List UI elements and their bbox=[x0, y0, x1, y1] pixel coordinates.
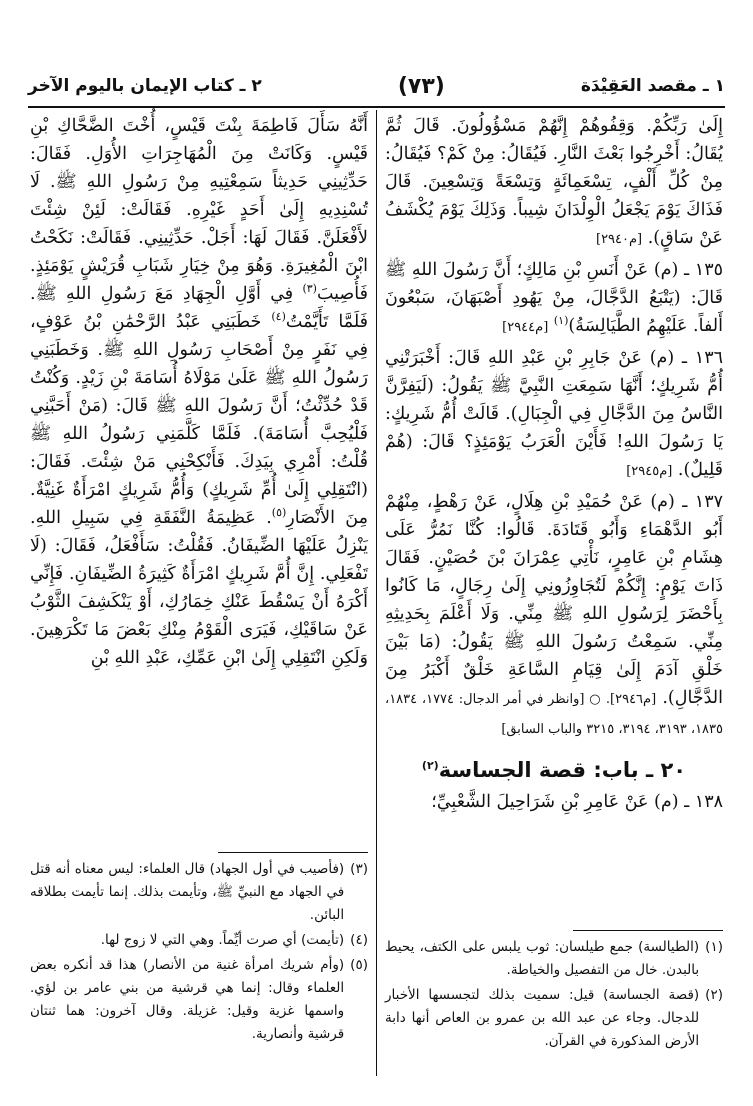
footnote bbox=[30, 858, 368, 927]
footnote-text: (الطيالسة) جمع طيلسان: ثوب يلبس على الكتف، يحيط بالبدن. خال من التفصيل والخياطة. bbox=[385, 939, 700, 978]
hadith-text: إِلَىٰ رَبِّكُمْ. وَقِفُوهُمْ إِنَّهُمْ مَسْؤُولُونَ. قَالَ ثُمَّ يُقَالُ: أَخْرِجُوا بَعْثَ النَّارِ. فَيُقَالُ: مِنْ كَمْ؟ فَيُقَالُ: مِنْ كُلِّ أَلْفٍ، تِسْعَمِائَةٍ وَتِسْعَةً وَتِسْعِينَ. قَالَ فَذَاكَ يَوْمَ يَجْعَلُ الْوِلْدَانَ شِيباً. وَذَلِكَ يَوْمَ يُكْشَفُ عَنْ سَاقٍ). bbox=[385, 116, 723, 248]
header-left-title: ٢ ـ كتاب الإيمان باليوم الآخر bbox=[28, 76, 262, 96]
footnote-rule bbox=[218, 852, 368, 853]
running-header bbox=[28, 66, 725, 106]
footnote-marker: (٤) bbox=[271, 310, 286, 324]
footnote-number: (٣) bbox=[350, 861, 368, 877]
header-rule bbox=[28, 106, 725, 108]
hadith-text: ١٣٧ ـ (م) عَنْ حُمَيْدِ بْنِ هِلَالٍ، عَنْ رَهْطٍ، مِنْهُمْ أَبُو الدَّهْمَاءِ وَأَبُو قَتَادَةَ. قَالُوا: كُنَّا نَمُرُّ عَلَى هِشَامِ بْنِ عَامِرٍ، نَأْتِي عِمْرَانَ بْنَ حُصَيْنٍ. فَقَالَ ذَاتَ يَوْمٍ: إِنَّكُمْ لَتُجَاوِزُونِي إِلَىٰ رِجَالٍ، مَا كَانُوا بِأَحْضَرَ لِرَسُولِ اللهِ ﷺ مِنِّي. وَلَا أَعْلَمَ بِحَدِيثِهِ مِنِّي. سَمِعْتُ رَسُولَ اللهِ ﷺ يَقُولُ: (مَا بَيْنَ خَلْقِ آدَمَ إِلَىٰ قِيَامِ السَّاعَةِ خَلْقٌ أَكْبَرُ مِنَ الدَّجَّالِ). bbox=[385, 492, 723, 708]
hadith-136 bbox=[385, 344, 723, 486]
hadith-text: ١٣٦ ـ (م) عَنْ جَابِرِ بْنِ عَبْدِ اللهِ قَالَ: أَخْبَرَتْنِي أُمُّ شَرِيكٍ؛ أَنَّهَا سَمِعَتِ النَّبِيَّ ﷺ يَقُولُ: (لَيَفِرَّنَّ النَّاسُ مِنَ الدَّجَّالِ فِي الْجِبَالِ). قَالَتْ أُمُّ شَرِيكٍ: يَا رَسُولَ اللهِ! فَأَيْنَ الْعَرَبُ يَوْمَئِذٍ؟ قَالَ: (هُمْ قَلِيلٌ). bbox=[385, 348, 723, 480]
hadith-text: أَنَّهُ سَأَلَ فَاطِمَةَ بِنْتَ قَيْسٍ، أُخْتَ الضَّحَّاكِ بْنِ قَيْسٍ. وَكَانَتْ مِنَ الْمُهَاجِرَاتِ الأُوَلِ. فَقَالَ: حَدِّثِينِي حَدِيثاً سَمِعْتِيهِ مِنْ رَسُولِ اللهِ ﷺ. لَا تُسْنِدِيهِ إِلَىٰ أَحَدٍ غَيْرِهِ. فَقَالَتْ: لَئِنْ شِئْتَ لأَفْعَلَنَّ. فَقَالَ لَهَا: أَجَلْ. حَدِّثِينِي. فَقَالَتْ: نَكَحْتُ ابْنَ الْمُغِيرَةِ. وَهُوَ مِنْ خِيَارِ شَبَابِ قُرَيْشٍ يَوْمَئِذٍ. فَأُصِيبَ bbox=[30, 116, 368, 304]
footnote-marker: (١) bbox=[553, 314, 569, 328]
footnotes-right bbox=[385, 936, 723, 1053]
hadith-reference: [م٢٩٤٦]. ○ [وانظر في أمر الدجال: ١٧٧٤، ١٨٣٤، ١٨٣٥، ٣١٩٣، ٣١٩٤، ٣٢١٥ والباب السابق] bbox=[385, 692, 723, 737]
hadith-138 bbox=[385, 788, 723, 816]
hadith-reference: [م٢٩٤٥] bbox=[626, 464, 673, 479]
chapter-heading bbox=[385, 756, 723, 784]
footnote-number: (٢) bbox=[705, 987, 723, 1003]
footnote-text: (وأم شريك امرأة غنية من الأنصار) هذا قد أنكره بعض العلماء وقال: إنما هي قرشية من بني عامر بن لؤي. واسمها غزية وقيل: غزيلة. وقال آخرون: هما ثنتان قرشية وأنصارية. bbox=[30, 957, 345, 1042]
footnote-number: (١) bbox=[705, 939, 723, 955]
hadith-138-continued bbox=[30, 112, 368, 672]
hadith-text: ١٣٨ ـ (م) عَنْ عَامِرِ بْنِ شَرَاحِيلَ الشَّعْبِيِّ؛ bbox=[431, 792, 723, 812]
hadith-text: فِي أَوَّلِ الْجِهَادِ مَعَ رَسُولِ اللهِ ﷺ. فَلَمَّا تَأَيَّمْتُ bbox=[30, 284, 368, 332]
paragraph bbox=[385, 112, 723, 254]
header-right-title: ١ ـ مقصد العَقِيْدَة bbox=[580, 76, 725, 96]
chapter-title: ٢٠ ـ باب: قصة الجساسة bbox=[438, 758, 687, 782]
footnote-text: (قصة الجساسة) قيل: سميت بذلك لتجسسها الأخبار للدجال. وجاء عن عبد الله بن عمرو بن العاص أنها دابة الأرض المذكورة في القرآن. bbox=[385, 987, 700, 1049]
footnote-rule bbox=[573, 930, 723, 931]
footnote bbox=[30, 954, 368, 1046]
footnote-text: (تأيمت) أي صرت أيِّماً. وهي التي لا زوج لها. bbox=[100, 932, 345, 948]
right-column bbox=[385, 112, 723, 816]
hadith-text: خَطَبَنِي عَبْدُ الرَّحْمَٰنِ بْنُ عَوْفٍ، فِي نَفَرٍ مِنْ أَصْحَابِ رَسُولِ اللهِ ﷺ. وَخَطَبَنِي رَسُولُ اللهِ ﷺ عَلَىٰ مَوْلَاهُ أُسَامَةَ بْنِ زَيْدٍ. وَكُنْتُ قَدْ حُدِّثْتُ؛ أَنَّ رَسُولَ اللهِ ﷺ قَالَ: (مَنْ أَحَبَّنِي فَلْيُحِبَّ أُسَامَةَ). فَلَمَّا كَلَّمَنِي رَسُولُ اللهِ ﷺ قُلْتُ: أَمْرِي بِيَدِكَ. فَأَنْكِحْنِي مَنْ شِئْتَ. فَقَالَ: (انْتَقِلِي إِلَىٰ أُمِّ شَرِيكٍ) وَأُمُّ شَرِيكٍ امْرَأَةٌ غَنِيَّةٌ. مِنَ الأَنْصَارِ bbox=[30, 312, 368, 528]
column-divider bbox=[376, 110, 377, 1076]
footnote-number: (٤) bbox=[350, 932, 368, 948]
hadith-reference: [م٢٩٤٠] bbox=[595, 232, 643, 247]
footnote-number: (٥) bbox=[350, 957, 368, 973]
footnote-marker: (٢) bbox=[421, 759, 439, 772]
footnote-marker: (٥) bbox=[271, 506, 287, 520]
hadith-text: . عَظِيمَةُ النَّفَقَةِ فِي سَبِيلِ اللهِ. يَنْزِلُ عَلَيْهَا الضِّيفَانُ. فَقُلْتُ: سَأَفْعَلُ، فَقَالَ: (لَا تَفْعَلِي. إِنَّ أُمَّ شَرِيكٍ امْرَأَةٌ كَثِيرَةُ الضِّيفَانِ. فَإِنِّي أَكْرَهُ أَنْ يَسْقُطَ عَنْكِ خِمَارُكِ، أَوْ يَنْكَشِفَ الثَّوْبُ عَنْ سَاقَيْكِ، فَيَرَى الْقَوْمُ مِنْكِ بَعْضَ مَا تَكْرَهِينَ. وَلَكِنِ انْتَقِلِي إِلَىٰ ابْنِ عَمِّكِ، عَبْدِ اللهِ بْنِ bbox=[30, 508, 368, 668]
footnote-text: (فأصيب في أول الجهاد) قال العلماء: ليس معناه أنه قتل في الجهاد مع النبيِّ ﷺ، وتأيمت بذلك. إنما تأيمت بطلاقه البائن. bbox=[30, 861, 345, 923]
footnote bbox=[385, 936, 723, 982]
page-number: (٧٣) bbox=[397, 73, 445, 99]
left-column bbox=[30, 112, 368, 672]
hadith-137 bbox=[385, 488, 723, 744]
footnote bbox=[385, 984, 723, 1053]
hadith-135 bbox=[385, 256, 723, 342]
footnote bbox=[30, 929, 368, 952]
footnote-marker: (٣) bbox=[302, 282, 317, 296]
footnotes-left bbox=[30, 858, 368, 1046]
hadith-reference: [م٢٩٤٤] bbox=[502, 320, 549, 335]
hadith-text: ١٣٥ ـ (م) عَنْ أَنَسِ بْنِ مَالِكٍ؛ أَنَّ رَسُولَ اللهِ ﷺ قَالَ: (يَتْبَعُ الدَّجَّالَ، مِنْ يَهُودِ أَصْبَهَانَ، سَبْعُونَ أَلفاً. عَلَيْهِمُ الطَّيَالِسَةُ) bbox=[385, 260, 723, 336]
